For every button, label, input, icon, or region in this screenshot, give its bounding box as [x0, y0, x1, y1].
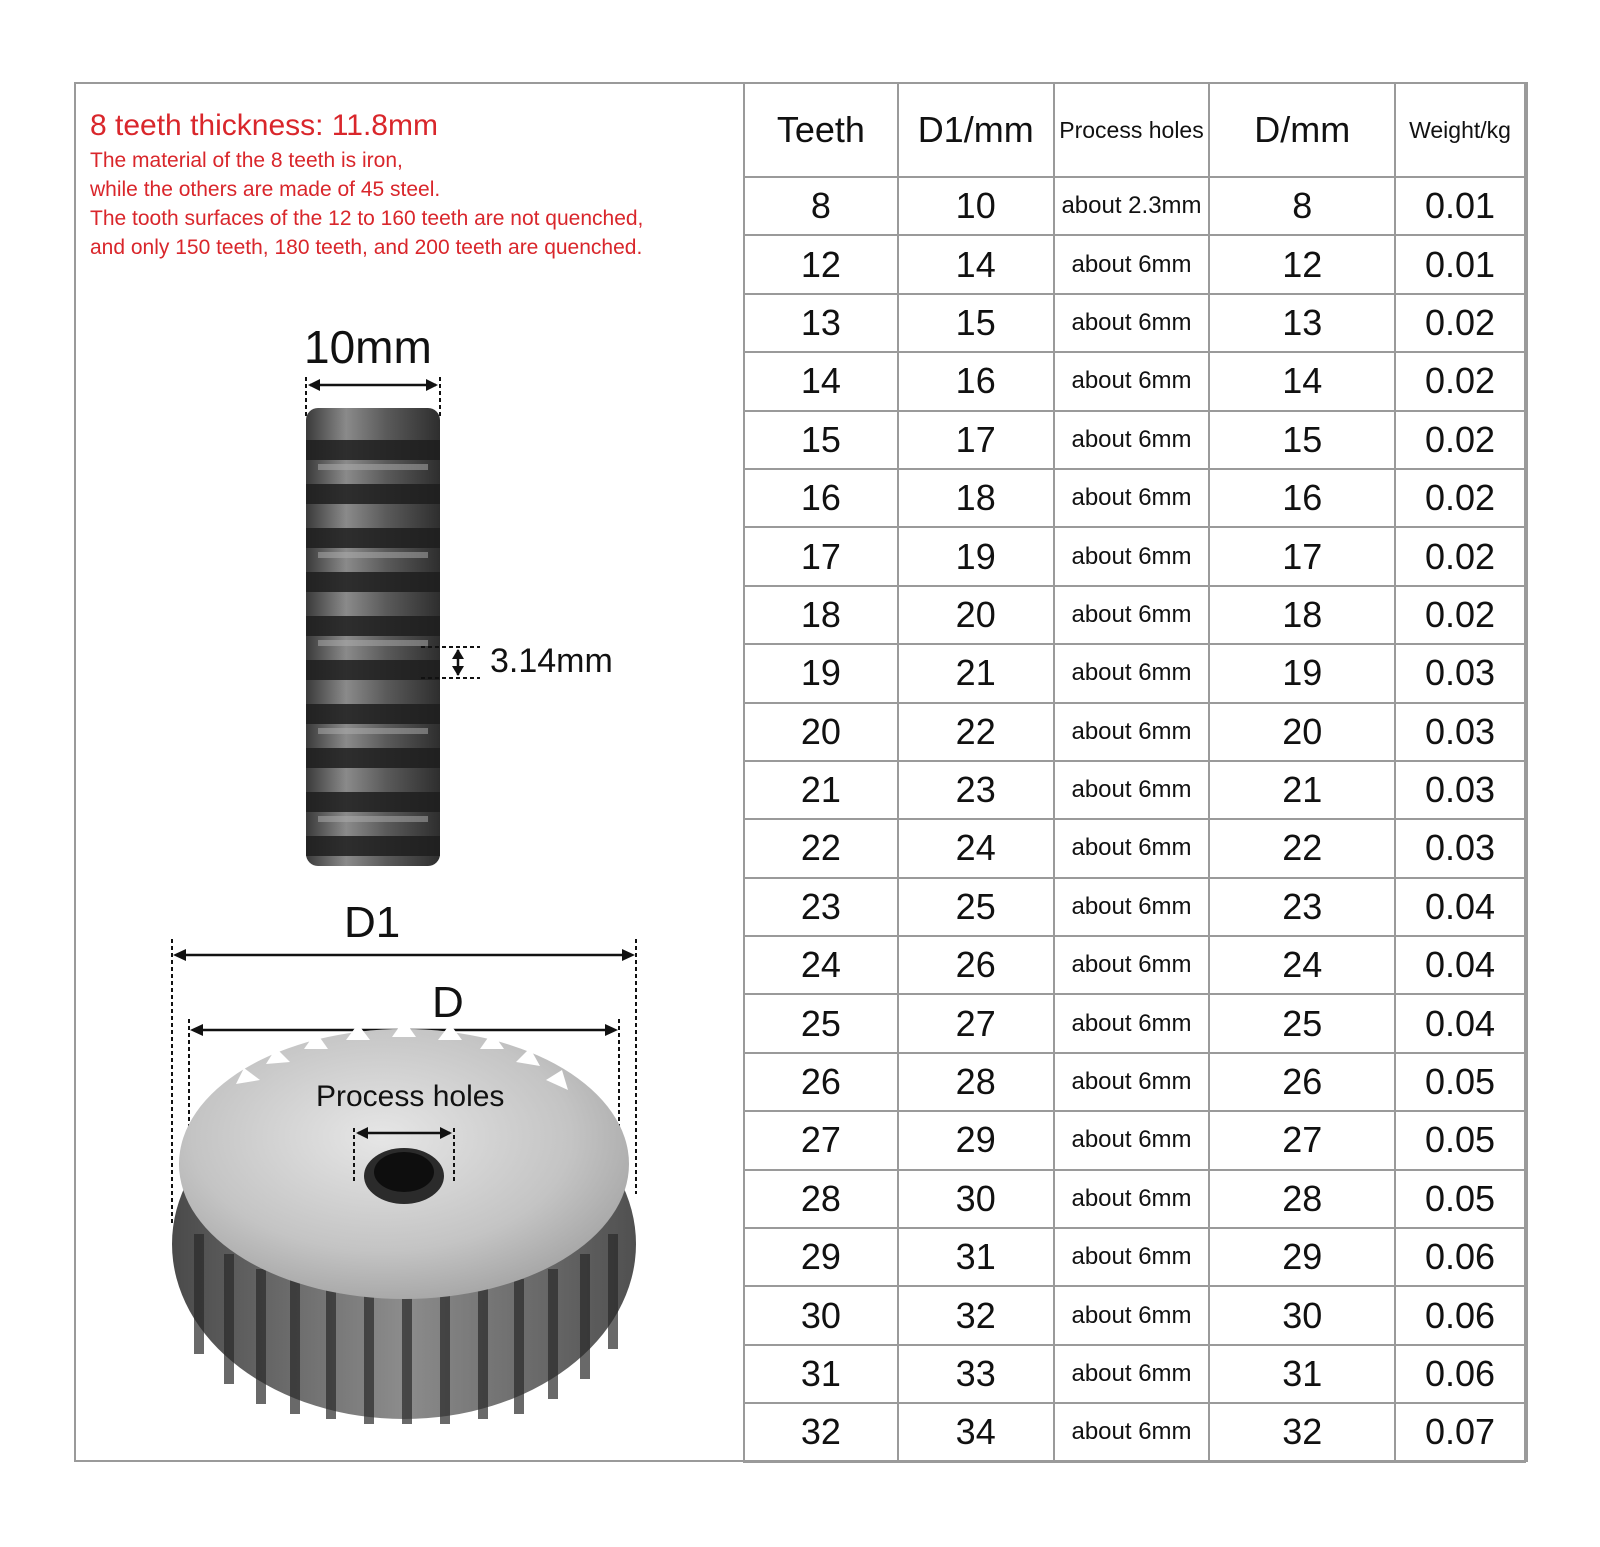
- cell-d1: 20: [898, 586, 1054, 644]
- cell-weight: 0.01: [1395, 235, 1525, 293]
- cell-teeth: 29: [744, 1228, 898, 1286]
- material-note-line: The material of the 8 teeth is iron,: [90, 149, 403, 172]
- tooth-label: 3.14mm: [490, 642, 613, 680]
- diagram-panel: [76, 84, 744, 1460]
- cell-d: 19: [1209, 644, 1395, 702]
- cell-d1: 31: [898, 1228, 1054, 1286]
- cell-teeth: 27: [744, 1111, 898, 1169]
- cell-d1: 10: [898, 177, 1054, 235]
- cell-weight: 0.02: [1395, 527, 1525, 585]
- cell-teeth: 15: [744, 411, 898, 469]
- cell-d: 27: [1209, 1111, 1395, 1169]
- cell-process-hole: about 6mm: [1054, 411, 1210, 469]
- cell-d1: 34: [898, 1403, 1054, 1461]
- cell-teeth: 22: [744, 819, 898, 877]
- cell-d1: 30: [898, 1170, 1054, 1228]
- cell-d: 8: [1209, 177, 1395, 235]
- material-note-line: while the others are made of 45 steel.: [90, 178, 441, 201]
- cell-weight: 0.06: [1395, 1286, 1525, 1344]
- spec-sheet: [74, 82, 1528, 1462]
- table-row: [744, 527, 1525, 585]
- cell-d1: 19: [898, 527, 1054, 585]
- table-row: [744, 761, 1525, 819]
- cell-d1: 22: [898, 703, 1054, 761]
- cell-d1: 16: [898, 352, 1054, 410]
- cell-d1: 14: [898, 235, 1054, 293]
- table-row: [744, 1228, 1525, 1286]
- cell-d1: 24: [898, 819, 1054, 877]
- spec-table: [743, 82, 1526, 1463]
- cell-weight: 0.05: [1395, 1170, 1525, 1228]
- cell-process-hole: about 6mm: [1054, 994, 1210, 1052]
- table-row: [744, 294, 1525, 352]
- cell-teeth: 25: [744, 994, 898, 1052]
- cell-d1: 32: [898, 1286, 1054, 1344]
- cell-teeth: 31: [744, 1345, 898, 1403]
- cell-weight: 0.02: [1395, 469, 1525, 527]
- cell-teeth: 23: [744, 878, 898, 936]
- cell-process-hole: about 6mm: [1054, 644, 1210, 702]
- cell-weight: 0.03: [1395, 644, 1525, 702]
- hole-label: Process holes: [316, 1080, 505, 1113]
- col-header-teeth: Teeth: [744, 83, 898, 177]
- table-row: [744, 235, 1525, 293]
- cell-d: 24: [1209, 936, 1395, 994]
- table-row: [744, 1170, 1525, 1228]
- cell-weight: 0.02: [1395, 294, 1525, 352]
- cell-process-hole: about 6mm: [1054, 352, 1210, 410]
- table-body: [744, 177, 1525, 1462]
- cell-d: 30: [1209, 1286, 1395, 1344]
- cell-process-hole: about 6mm: [1054, 1228, 1210, 1286]
- cell-d: 18: [1209, 586, 1395, 644]
- cell-d1: 23: [898, 761, 1054, 819]
- cell-teeth: 18: [744, 586, 898, 644]
- cell-weight: 0.06: [1395, 1228, 1525, 1286]
- cell-d: 13: [1209, 294, 1395, 352]
- d-label: D: [432, 978, 464, 1027]
- cell-d1: 21: [898, 644, 1054, 702]
- cell-weight: 0.03: [1395, 761, 1525, 819]
- cell-d: 29: [1209, 1228, 1395, 1286]
- cell-teeth: 17: [744, 527, 898, 585]
- cell-teeth: 19: [744, 644, 898, 702]
- cell-d: 21: [1209, 761, 1395, 819]
- cell-d: 28: [1209, 1170, 1395, 1228]
- cell-weight: 0.04: [1395, 994, 1525, 1052]
- cell-d1: 18: [898, 469, 1054, 527]
- cell-process-hole: about 6mm: [1054, 819, 1210, 877]
- table-row: [744, 936, 1525, 994]
- cell-process-hole: about 6mm: [1054, 1053, 1210, 1111]
- cell-d1: 27: [898, 994, 1054, 1052]
- table-header-row: [744, 83, 1525, 177]
- cell-process-hole: about 6mm: [1054, 469, 1210, 527]
- quench-note-line: The tooth surfaces of the 12 to 160 teeth are not quenched,: [90, 207, 644, 230]
- col-header-weight: Weight/kg: [1395, 83, 1525, 177]
- cell-d: 20: [1209, 703, 1395, 761]
- cell-d1: 33: [898, 1345, 1054, 1403]
- cell-teeth: 21: [744, 761, 898, 819]
- gear-side-view: [306, 408, 440, 866]
- cell-teeth: 32: [744, 1403, 898, 1461]
- cell-process-hole: about 6mm: [1054, 1345, 1210, 1403]
- cell-process-hole: about 6mm: [1054, 703, 1210, 761]
- cell-weight: 0.01: [1395, 177, 1525, 235]
- cell-process-hole: about 2.3mm: [1054, 177, 1210, 235]
- cell-process-hole: about 6mm: [1054, 761, 1210, 819]
- cell-d: 14: [1209, 352, 1395, 410]
- cell-process-hole: about 6mm: [1054, 1286, 1210, 1344]
- cell-teeth: 30: [744, 1286, 898, 1344]
- table-row: [744, 586, 1525, 644]
- thickness-note: 8 teeth thickness: 11.8mm: [90, 109, 438, 142]
- cell-d: 22: [1209, 819, 1395, 877]
- cell-d: 26: [1209, 1053, 1395, 1111]
- cell-process-hole: about 6mm: [1054, 527, 1210, 585]
- table-row: [744, 1286, 1525, 1344]
- cell-weight: 0.02: [1395, 352, 1525, 410]
- col-header-process-holes: Process holes: [1054, 83, 1210, 177]
- cell-d: 16: [1209, 469, 1395, 527]
- cell-weight: 0.02: [1395, 411, 1525, 469]
- cell-weight: 0.02: [1395, 586, 1525, 644]
- cell-teeth: 14: [744, 352, 898, 410]
- quench-note-line: and only 150 teeth, 180 teeth, and 200 teeth are quenched.: [90, 236, 643, 259]
- table-row: [744, 469, 1525, 527]
- cell-weight: 0.05: [1395, 1111, 1525, 1169]
- table-row: [744, 1111, 1525, 1169]
- cell-process-hole: about 6mm: [1054, 878, 1210, 936]
- cell-d: 31: [1209, 1345, 1395, 1403]
- table-row: [744, 177, 1525, 235]
- cell-d: 12: [1209, 235, 1395, 293]
- cell-d: 23: [1209, 878, 1395, 936]
- cell-teeth: 20: [744, 703, 898, 761]
- cell-d1: 15: [898, 294, 1054, 352]
- cell-process-hole: about 6mm: [1054, 1170, 1210, 1228]
- cell-process-hole: about 6mm: [1054, 586, 1210, 644]
- d1-label: D1: [344, 898, 401, 947]
- cell-weight: 0.06: [1395, 1345, 1525, 1403]
- cell-process-hole: about 6mm: [1054, 235, 1210, 293]
- cell-d1: 28: [898, 1053, 1054, 1111]
- cell-d1: 25: [898, 878, 1054, 936]
- table-row: [744, 703, 1525, 761]
- cell-process-hole: about 6mm: [1054, 294, 1210, 352]
- cell-d: 17: [1209, 527, 1395, 585]
- cell-weight: 0.07: [1395, 1403, 1525, 1461]
- table-row: [744, 1403, 1525, 1461]
- cell-d1: 26: [898, 936, 1054, 994]
- table-row: [744, 1053, 1525, 1111]
- col-header-d1: D1/mm: [898, 83, 1054, 177]
- cell-weight: 0.03: [1395, 819, 1525, 877]
- cell-d: 32: [1209, 1403, 1395, 1461]
- gear-diagram: [76, 84, 744, 1464]
- table-row: [744, 644, 1525, 702]
- cell-d: 15: [1209, 411, 1395, 469]
- cell-weight: 0.03: [1395, 703, 1525, 761]
- table-row: [744, 352, 1525, 410]
- table-row: [744, 878, 1525, 936]
- table-row: [744, 1345, 1525, 1403]
- cell-d1: 17: [898, 411, 1054, 469]
- cell-d: 25: [1209, 994, 1395, 1052]
- cell-weight: 0.05: [1395, 1053, 1525, 1111]
- cell-process-hole: about 6mm: [1054, 1111, 1210, 1169]
- cell-teeth: 12: [744, 235, 898, 293]
- cell-d1: 29: [898, 1111, 1054, 1169]
- cell-teeth: 8: [744, 177, 898, 235]
- cell-teeth: 13: [744, 294, 898, 352]
- cell-process-hole: about 6mm: [1054, 936, 1210, 994]
- width-label: 10mm: [304, 321, 432, 373]
- table-row: [744, 994, 1525, 1052]
- cell-weight: 0.04: [1395, 936, 1525, 994]
- cell-teeth: 26: [744, 1053, 898, 1111]
- cell-weight: 0.04: [1395, 878, 1525, 936]
- col-header-d: D/mm: [1209, 83, 1395, 177]
- cell-teeth: 24: [744, 936, 898, 994]
- cell-teeth: 16: [744, 469, 898, 527]
- cell-process-hole: about 6mm: [1054, 1403, 1210, 1461]
- table-row: [744, 411, 1525, 469]
- table-row: [744, 819, 1525, 877]
- cell-teeth: 28: [744, 1170, 898, 1228]
